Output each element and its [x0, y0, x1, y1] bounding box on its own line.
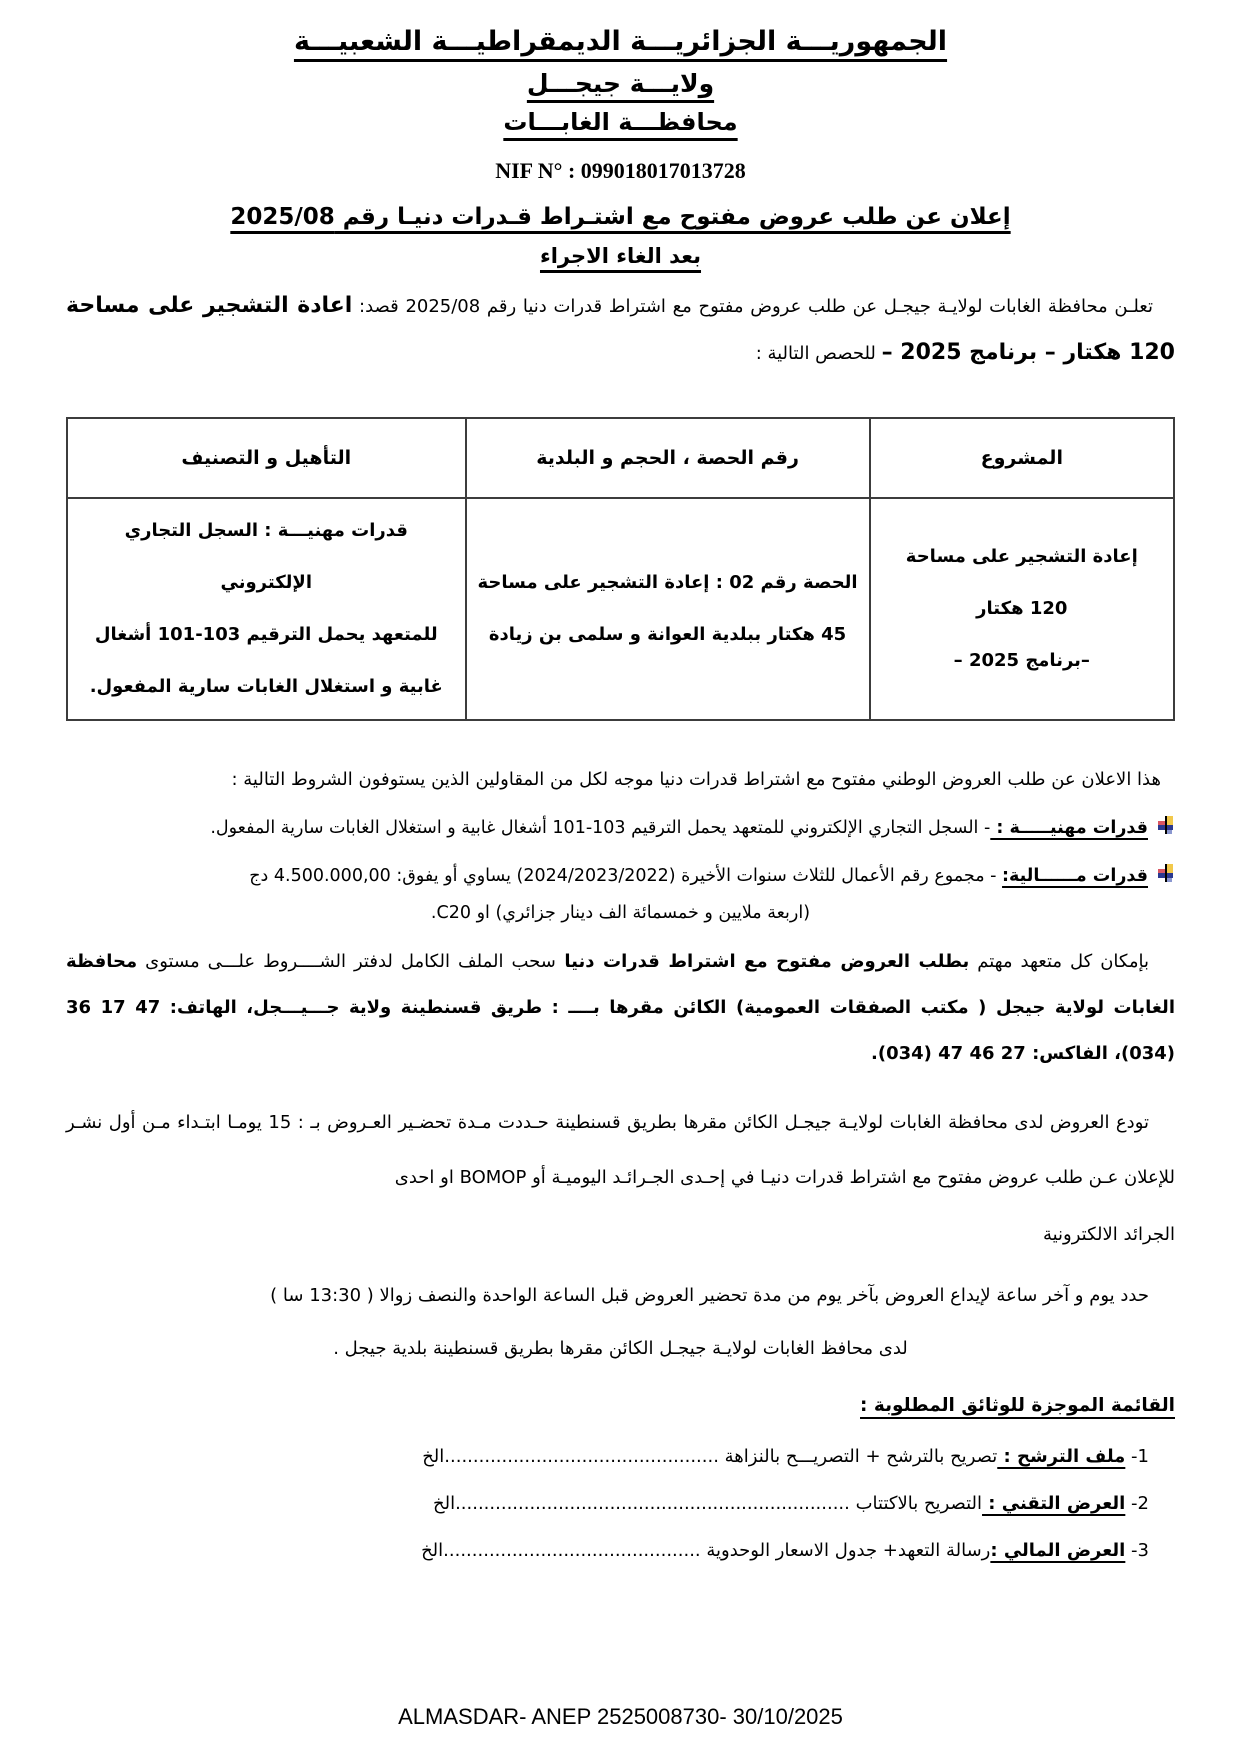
condition-amount-words: (اربعة ملايين و خمسمائة الف دينار جزائري) او C20.	[430, 902, 811, 923]
doc-item-label: ملف الترشح :	[997, 1446, 1126, 1468]
fax-number: (034) 47 46 27	[877, 1042, 1026, 1064]
condition-item-professional	[66, 812, 1175, 845]
deadline-paragraph: حدد يوم و آخر ساعة لإيداع العروض بآخر يوم من مدة تحضير العروض قبل الساعة الواحدة والنصف زوالا ( 13:30 سا )	[270, 1285, 1149, 1307]
list-bullet-icon	[1158, 816, 1173, 834]
access-seg: سحب الملف الكامل لدفتر الشــــروط علـــى مستوى	[137, 950, 556, 972]
lot-line: الحصة رقم 02 : إعادة التشجير على مساحة	[477, 571, 858, 593]
lot-line: 45 هكتار ببلدية العوانة و سلمى بن زيادة	[488, 623, 847, 645]
list-bullet-icon	[1158, 864, 1173, 882]
condition-item-financial	[66, 860, 1175, 893]
header-project: المشروع	[870, 418, 1174, 498]
cell-lot	[466, 498, 870, 721]
dots-leader: .............................................	[443, 1540, 701, 1562]
condition-text	[66, 812, 1148, 845]
doc-item-desc: رسالة التعهد+ جدول الاسعار الوحدوية	[700, 1540, 991, 1562]
doc-item-technical	[66, 1493, 1175, 1514]
doc-item-number: 2-	[1125, 1493, 1149, 1515]
intro-tail: للحصص التالية :	[755, 343, 882, 365]
notice-title: إعلان عن طلب عروض مفتوح مع اشتـراط قـدرات دنيـا رقم 2025/08	[230, 204, 1011, 230]
doc-item-etc: الخ	[421, 1540, 444, 1562]
documents-heading: القائمة الموجزة للوثائق المطلوبة :	[860, 1395, 1175, 1417]
phone-number: 36 17 47 (034)	[66, 996, 1175, 1064]
doc-item-etc: الخ	[432, 1493, 456, 1515]
anep-footer: ALMASDAR- ANEP 2525008730- 30/10/2025	[398, 1704, 843, 1729]
doc-item-desc: تصريح بالترشح + التصريـــح بالنزاهة	[718, 1446, 998, 1468]
doc-item-number: 3-	[1125, 1540, 1149, 1562]
access-seg-bold: .	[871, 1042, 878, 1064]
document-header	[66, 26, 1175, 136]
cell-qualification	[67, 498, 466, 721]
intro-highlight: اعادة التشجير على مساحة 120 هكتار – برنامج 2025 –	[66, 293, 1175, 366]
lots-table	[66, 417, 1175, 722]
deposit-paragraph: تودع العروض لدى محافظة الغابات لولايـة جيجـل الكائن مقرها بطريق قسنطينة حـددت مـدة تحضـير العـروض بـ : 15 يومـا ابتـداء مـن أول نشـر للإعلان عـن طلب عروض مفتوح مع اشتراط قدرات دنيـا في إحـدى الجـرائـد اليوميـة أو BOMOP او احدى	[66, 1111, 1175, 1189]
qualification-line: غابية و استغلال الغابات سارية المفعول.	[89, 676, 443, 698]
condition-label: قدرات مــــــالية:	[1002, 865, 1148, 886]
cell-project	[870, 498, 1174, 721]
deadline-location-line: لدى محافظ الغابات لولايـة جيجـل الكائن مقرها بطريق قسنطينة بلدية جيجل .	[333, 1338, 908, 1360]
doc-item-label: العرض التقني :	[982, 1493, 1126, 1515]
dots-leader: ................................................	[444, 1446, 719, 1468]
intro-paragraph	[66, 282, 1175, 377]
wilaya-title: ولايـــة جيجـــل	[526, 69, 715, 98]
condition-text	[66, 860, 1148, 893]
deposit-paragraph-tail: الجرائد الالكترونية	[1042, 1224, 1175, 1246]
access-seg-bold: ، الفاكس:	[1025, 1042, 1121, 1064]
project-line: 120 هكتار	[976, 597, 1068, 619]
dots-leader: .....................................................................	[455, 1493, 850, 1515]
table-row	[67, 498, 1174, 721]
nif-number: NIF N° : 099018017013728	[495, 158, 746, 183]
qualification-line: للمتعهد يحمل الترقيم 103-101 أشغال	[94, 623, 438, 645]
table-header-row	[67, 418, 1174, 498]
access-paragraph	[66, 939, 1175, 1077]
condition-label: قدرات مهنيـــــة :	[990, 818, 1148, 839]
project-line: –برنامج 2025 –	[953, 650, 1090, 672]
doc-item-etc: الخ	[422, 1446, 445, 1468]
doc-item-number: 1-	[1125, 1446, 1149, 1468]
access-seg: بإمكان كل متعهد مهتم	[969, 950, 1149, 972]
conditions-intro: هذا الاعلان عن طلب العروض الوطني مفتوح مع اشتراط قدرات دنيا موجه لكل من المقاولين الذين يستوفون الشروط التالية :	[231, 769, 1161, 791]
doc-item-candidature	[66, 1446, 1175, 1467]
forest-conservation-title: محافظـــة الغابـــات	[503, 108, 738, 136]
access-seg-bold: بطلب العروض مفتوح مع اشتراط قدرات دنيا	[555, 950, 970, 972]
doc-item-financial	[66, 1540, 1175, 1561]
qualification-line: قدرات مهنيـــة : السجل التجاري الإلكتروني	[124, 519, 408, 593]
notice-subtitle: بعد الغاء الاجراء	[539, 244, 702, 268]
header-lot: رقم الحصة ، الحجم و البلدية	[466, 418, 870, 498]
republic-title: الجمهوريـــة الجزائريـــة الديمقراطيـــة الشعبيـــة	[293, 26, 948, 57]
condition-body: - السجل التجاري الإلكتروني للمتعهد يحمل الترقيم 103-101 أشغال غابية و استغلال الغابات سارية المفعول.	[210, 818, 991, 839]
doc-item-desc: التصريح بالاكتتاب	[849, 1493, 983, 1515]
intro-lead: تعلـن محافظة الغابات لولايـة جيجـل عن طلب عروض مفتوح مع اشتراط قدرات دنيا رقم 2025/08 قصد:	[352, 296, 1153, 317]
doc-item-label: العرض المالي :	[990, 1540, 1126, 1562]
project-line: إعادة التشجير على مساحة	[905, 545, 1138, 567]
condition-body: - مجموع رقم الأعمال للثلاث سنوات الأخيرة (2024/2023/2022) يساوي أو يفوق: 4.500.000,00 دج	[249, 865, 1003, 886]
header-qualification: التأهيل و التصنيف	[67, 418, 466, 498]
access-seg-bold: محافظة الغابات لولاية جيجل ( مكتب الصفقات العمومية) الكائن مقرها بــــ : طريق قسنطينة ولاية جـــيـــجل، الهاتف:	[66, 950, 1175, 1018]
